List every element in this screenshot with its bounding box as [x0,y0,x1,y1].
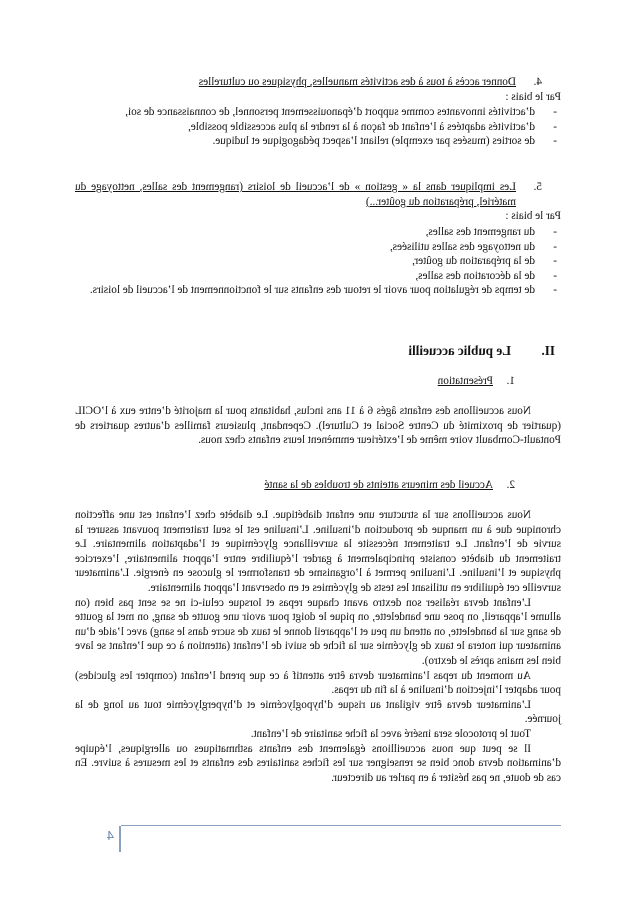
footer-divider [119,826,121,852]
subsection-2-title: Accueil des mineurs atteints de troubles de la santé [264,479,493,491]
section-5-list [75,225,561,298]
list-item: - de temps de régulation pour avoir le retour des enfants sur le fonctionnement de l’accueil de loisirs. [75,283,561,298]
paragraph: Il se peut que nous accueillions également des enfants asthmatiques ou allergiques, l’équipe d’animation devra donc bien se renseigner sur les fiches sanitaires des enfants et les mesures à suivre. En cas de doute, ne pas hésiter à en parler au directeur. [75,742,561,784]
list-item: - de la décoration des salles, [75,269,561,284]
section-5-number: 5. [533,181,542,193]
section-4-number: 4. [533,76,542,88]
page-number: 4 [106,828,114,843]
section-4-title: Donner accès à tous à des activités manuelles, physiques ou culturelles [198,76,516,88]
heading-ii-title: Le public accueilli [408,343,511,358]
list-item: - de la préparation du goûter, [75,254,561,269]
section-5-par-le-biais: Par le biais : [505,210,561,222]
paragraph: Au moment du repas l’animateur devra être attentif à ce que prend l’enfant (compter les glucides) pour adapter l’injection d’insuline à la fin du repas. [75,669,561,697]
footer-rule [121,825,561,826]
health-paragraphs [75,508,561,785]
paragraph: L’enfant devra réaliser son dextro avant chaque repas et lorsque celui-ci ne se sent pas bien (on allume l’appareil, on pose une bandelette, on pique le doigt pour avoir une goutte de sang, on met la goutte de sang sur la bandelette, on attend un peu et l’appareil donne le taux de sucre dans le sang) avec l’aide d’un animateur qui notera le taux de glycémie sur la fiche de suivi de l’enfant (attention à ce que l’enfant se lave bien les mains après le dextro). [75,596,561,667]
section-5-title: Les impliquer dans la « gestion » de l’accueil de loisirs (rangement des salles, nettoyage du matériel, préparation du goûter...) [75,181,516,208]
presentation-paragraph: Nous accueillons des enfants âgés 6 à 11 ans inclus, habitants pour la majorité d’entre eux à l’OCIL (quartier de proximité du Centre Social et Culturel). Cependant, plusieurs familles d’autres quartiers de Pontault-Combault voire même de l’extérieur emmènent leurs enfants chez nous. [75,405,561,447]
paragraph: Nous accueillons sur la structure une enfant diabétique. Le diabète chez l’enfant est une affection chronique due à un manque de production d’insuline. L’insuline est le seul traitement pouvant assurer la survie de l’enfant. Le traitement nécessite la surveillance glycémique et l’adaptation alimentaire. Le traitement du diabète consiste principalement à garder l’équilibre entre l’apport alimentaire, l’exercice physique et l’insuline. L’insuline permet à l’organisme de transformer le glucose en énergie. L’animateur surveille cet équilibre en utilisant les tests de glycémies et en observant l’apport alimentaire. [75,509,561,594]
list-item: - d’activités adaptées à l’enfant de façon à la rendre la plus accessible possible, [75,120,561,135]
list-item: - d’activités innovantes comme support d’épanouissement personnel, de connaissance de soi, [75,105,561,120]
paragraph: L’animateur devra être vigilant au risque d’hypoglycémie et d’hyperglycémie tout au long de la journée. [75,698,561,726]
section-4-par-le-biais: Par le biais : [505,91,561,103]
list-item: - de sorties (musées par exemple) reliant l’aspect pédagogique et ludique. [75,134,561,149]
heading-ii-number: II. [541,343,555,358]
paragraph: Tout le protocole sera inséré avec la fiche sanitaire de l’enfant. [250,727,531,740]
subsection-1-number: 1. [506,375,515,387]
list-item: - du nettoyage des salles utilisées, [75,240,561,255]
list-item: - du rangement des salles, [75,225,561,240]
subsection-2-number: 2. [506,479,515,491]
subsection-1-title: Présentation [437,375,493,387]
section-4-list [75,105,561,149]
